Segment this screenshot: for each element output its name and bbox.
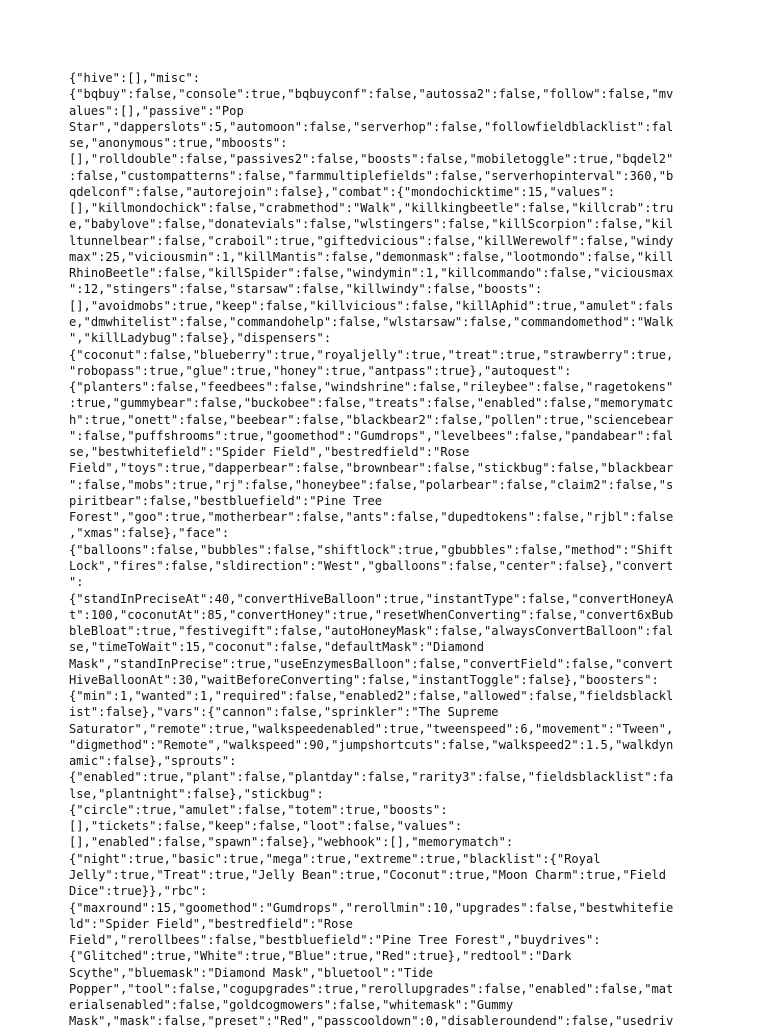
text-line: {"night":true,"basic":true,"mega":true,"extreme":true,"blacklist":{"Royal: [69, 851, 601, 866]
text-line: ist":false},"vars":{"cannon":false,"sprinkler":"The Supreme: [69, 705, 499, 720]
text-line: HiveBalloonAt":30,"waitBeforeConverting":false,"instantToggle":false},"boosters":: [69, 672, 659, 687]
text-line: {"bqbuy":false,"console":true,"bqbuyconf":false,"autossa2":false,"follow":false,"mv: [69, 87, 674, 102]
text-line: RhinoBeetle":false,"killSpider":false,"windymin":1,"killcommando":false,"viciousmax: [69, 266, 674, 281]
text-line: [],"killmondochick":false,"crabmethod":"Walk","killkingbeetle":false,"killcrab":tru: [69, 201, 674, 216]
text-line: se,"bestwhitefield":"Spider Field","bestredfield":"Rose: [69, 445, 470, 460]
text-line: {"Glitched":true,"White":true,"Blue":true,"Red":true},"redtool":"Dark: [69, 949, 572, 964]
text-line: Mask","mask":false,"preset":"Red","passcooldown":0,"disableroundend":false,"usedriv: [69, 1014, 674, 1029]
text-line: Scythe","bluemask":"Diamond Mask","bluetool":"Tide: [69, 965, 434, 980]
text-line: ":12,"stingers":false,"starsaw":false,"killwindy":false,"boosts":: [69, 282, 543, 297]
text-line: ":: [69, 575, 84, 590]
text-line: Popper","tool":false,"cogupgrades":true,"rerollupgrades":false,"enabled":false,"mat: [69, 981, 674, 996]
text-line: {"circle":true,"amulet":false,"totem":true,"boosts":: [69, 802, 448, 817]
text-line: ","killLadybug":false},"dispensers":: [69, 331, 332, 346]
text-line: erialsenabled":false,"goldcogmowers":false,"whitemask":"Gummy: [69, 998, 514, 1013]
text-line: [],"tickets":false,"keep":false,"loot":false,"values":: [69, 819, 463, 834]
text-line: {"planters":false,"feedbees":false,"windshrine":false,"rileybee":false,"ragetokens": [69, 380, 674, 395]
text-line: {"hive":[],"misc":: [69, 71, 201, 85]
text-line: "digmethod":"Remote","walkspeed":90,"jumpshortcuts":false,"walkspeed2":1.5,"walkdyn: [69, 737, 674, 752]
text-line: {"standInPreciseAt":40,"convertHiveBalloon":true,"instantType":false,"convertHoneyA: [69, 591, 674, 606]
text-line: ,"xmas":false},"face":: [69, 526, 230, 541]
text-line: h":true,"onett":false,"beebear":false,"blackbear2":false,"pollen":true,"sciencebear: [69, 412, 674, 427]
text-line: se,"timeToWait":15,"coconut":false,"defaultMask":"Diamond: [69, 640, 485, 655]
text-line: piritbear":false,"bestbluefield":"Pine Tree: [69, 493, 383, 508]
text-line: Field","rerollbees":false,"bestbluefield":"Pine Tree Forest","buydrives":: [69, 933, 601, 948]
text-line: lse,"plantnight":false},"stickbug":: [69, 786, 324, 801]
text-line: :false,"custompatterns":false,"farmmultiplefields":false,"serverhopinterval":360,"b: [69, 168, 674, 183]
text-line: [],"avoidmobs":true,"keep":false,"killvicious":false,"killAphid":true,"amulet":fals: [69, 298, 674, 313]
text-line: "robopass":true,"glue":true,"honey":true,"antpass":true},"autoquest":: [69, 363, 572, 378]
text-line: Forest","goo":true,"motherbear":false,"ants":false,"dupedtokens":false,"rjbl":false: [69, 510, 674, 525]
text-line: bleBloat":true,"festivegift":false,"autoHoneyMask":false,"alwaysConvertBalloon":fal: [69, 624, 674, 639]
text-line: Field","toys":true,"dapperbear":false,"brownbear":false,"stickbug":false,"blackbear: [69, 461, 674, 476]
text-line: t":100,"coconutAt":85,"convertHoney":true,"resetWhenConverting":false,"convert6xBub: [69, 607, 674, 622]
text-line: ld":"Spider Field","bestredfield":"Rose: [69, 916, 353, 931]
text-line: {"maxround":15,"goomethod":"Gumdrops","rerollmin":10,"upgrades":false,"bestwhitefie: [69, 900, 674, 915]
text-line: ltunnelbear":false,"craboil":true,"giftedvicious":false,"killWerewolf":false,"windy: [69, 233, 674, 248]
text-line: ":false,"puffshrooms":true,"goomethod":"Gumdrops","levelbees":false,"pandabear":fal: [69, 428, 674, 443]
text-line: Jelly":true,"Treat":true,"Jelly Bean":true,"Coconut":true,"Moon Charm":true,"Field: [69, 868, 667, 883]
text-line: ":false,"mobs":true,"rj":false,"honeybee":false,"polarbear":false,"claim2":false,"s: [69, 477, 674, 492]
text-line: Lock","fires":false,"sldirection":"West","gballoons":false,"center":false},"convert: [69, 558, 674, 573]
text-line: Mask","standInPrecise":true,"useEnzymesBalloon":false,"convertField":false,"convert: [69, 656, 674, 671]
text-line: Dice":true}},"rbc":: [69, 884, 208, 899]
text-line: e,"babylove":false,"donatevials":false,"wlstingers":false,"killScorpion":false,"kil: [69, 217, 674, 232]
text-line: {"balloons":false,"bubbles":false,"shiftlock":true,"gbubbles":false,"method":"Shift: [69, 542, 674, 557]
text-line: Saturator","remote":true,"walkspeedenabled":true,"tweenspeed":6,"movement":"Tween",: [69, 721, 674, 736]
text-line: {"enabled":true,"plant":false,"plantday":false,"rarity3":false,"fieldsblacklist":fa: [69, 770, 674, 785]
text-line: alues":[],"passive":"Pop: [69, 103, 244, 118]
text-line: {"min":1,"wanted":1,"required":false,"enabled2":false,"allowed":false,"fieldsblackl: [69, 689, 674, 704]
text-line: [],"rolldouble":false,"passives2":false,"boosts":false,"mobiletoggle":true,"bqdel2": [69, 152, 674, 167]
text-line: amic":false},"sprouts":: [69, 754, 237, 769]
json-text-block: [69, 70, 699, 1030]
text-line: qdelconf":false,"autorejoin":false},"combat":{"mondochicktime":15,"values":: [69, 184, 616, 199]
text-line: max":25,"viciousmin":1,"killMantis":false,"demonmask":false,"lootmondo":false,"kill: [69, 249, 674, 264]
text-line: Star","dapperslots":5,"automoon":false,"serverhop":false,"followfieldblacklist":fal: [69, 119, 674, 134]
text-line: [],"enabled":false,"spawn":false},"webhook":[],"memorymatch":: [69, 835, 514, 850]
text-line: e,"dmwhitelist":false,"commandohelp":false,"wlstarsaw":false,"commandomethod":"Walk: [69, 314, 674, 329]
text-line: se,"anonymous":true,"mboosts":: [69, 136, 288, 151]
text-line: :true,"gummybear":false,"buckobee":false,"treats":false,"enabled":false,"memorymatc: [69, 396, 674, 411]
text-line: {"coconut":false,"blueberry":true,"royaljelly":true,"treat":true,"strawberry":true,: [69, 347, 674, 362]
